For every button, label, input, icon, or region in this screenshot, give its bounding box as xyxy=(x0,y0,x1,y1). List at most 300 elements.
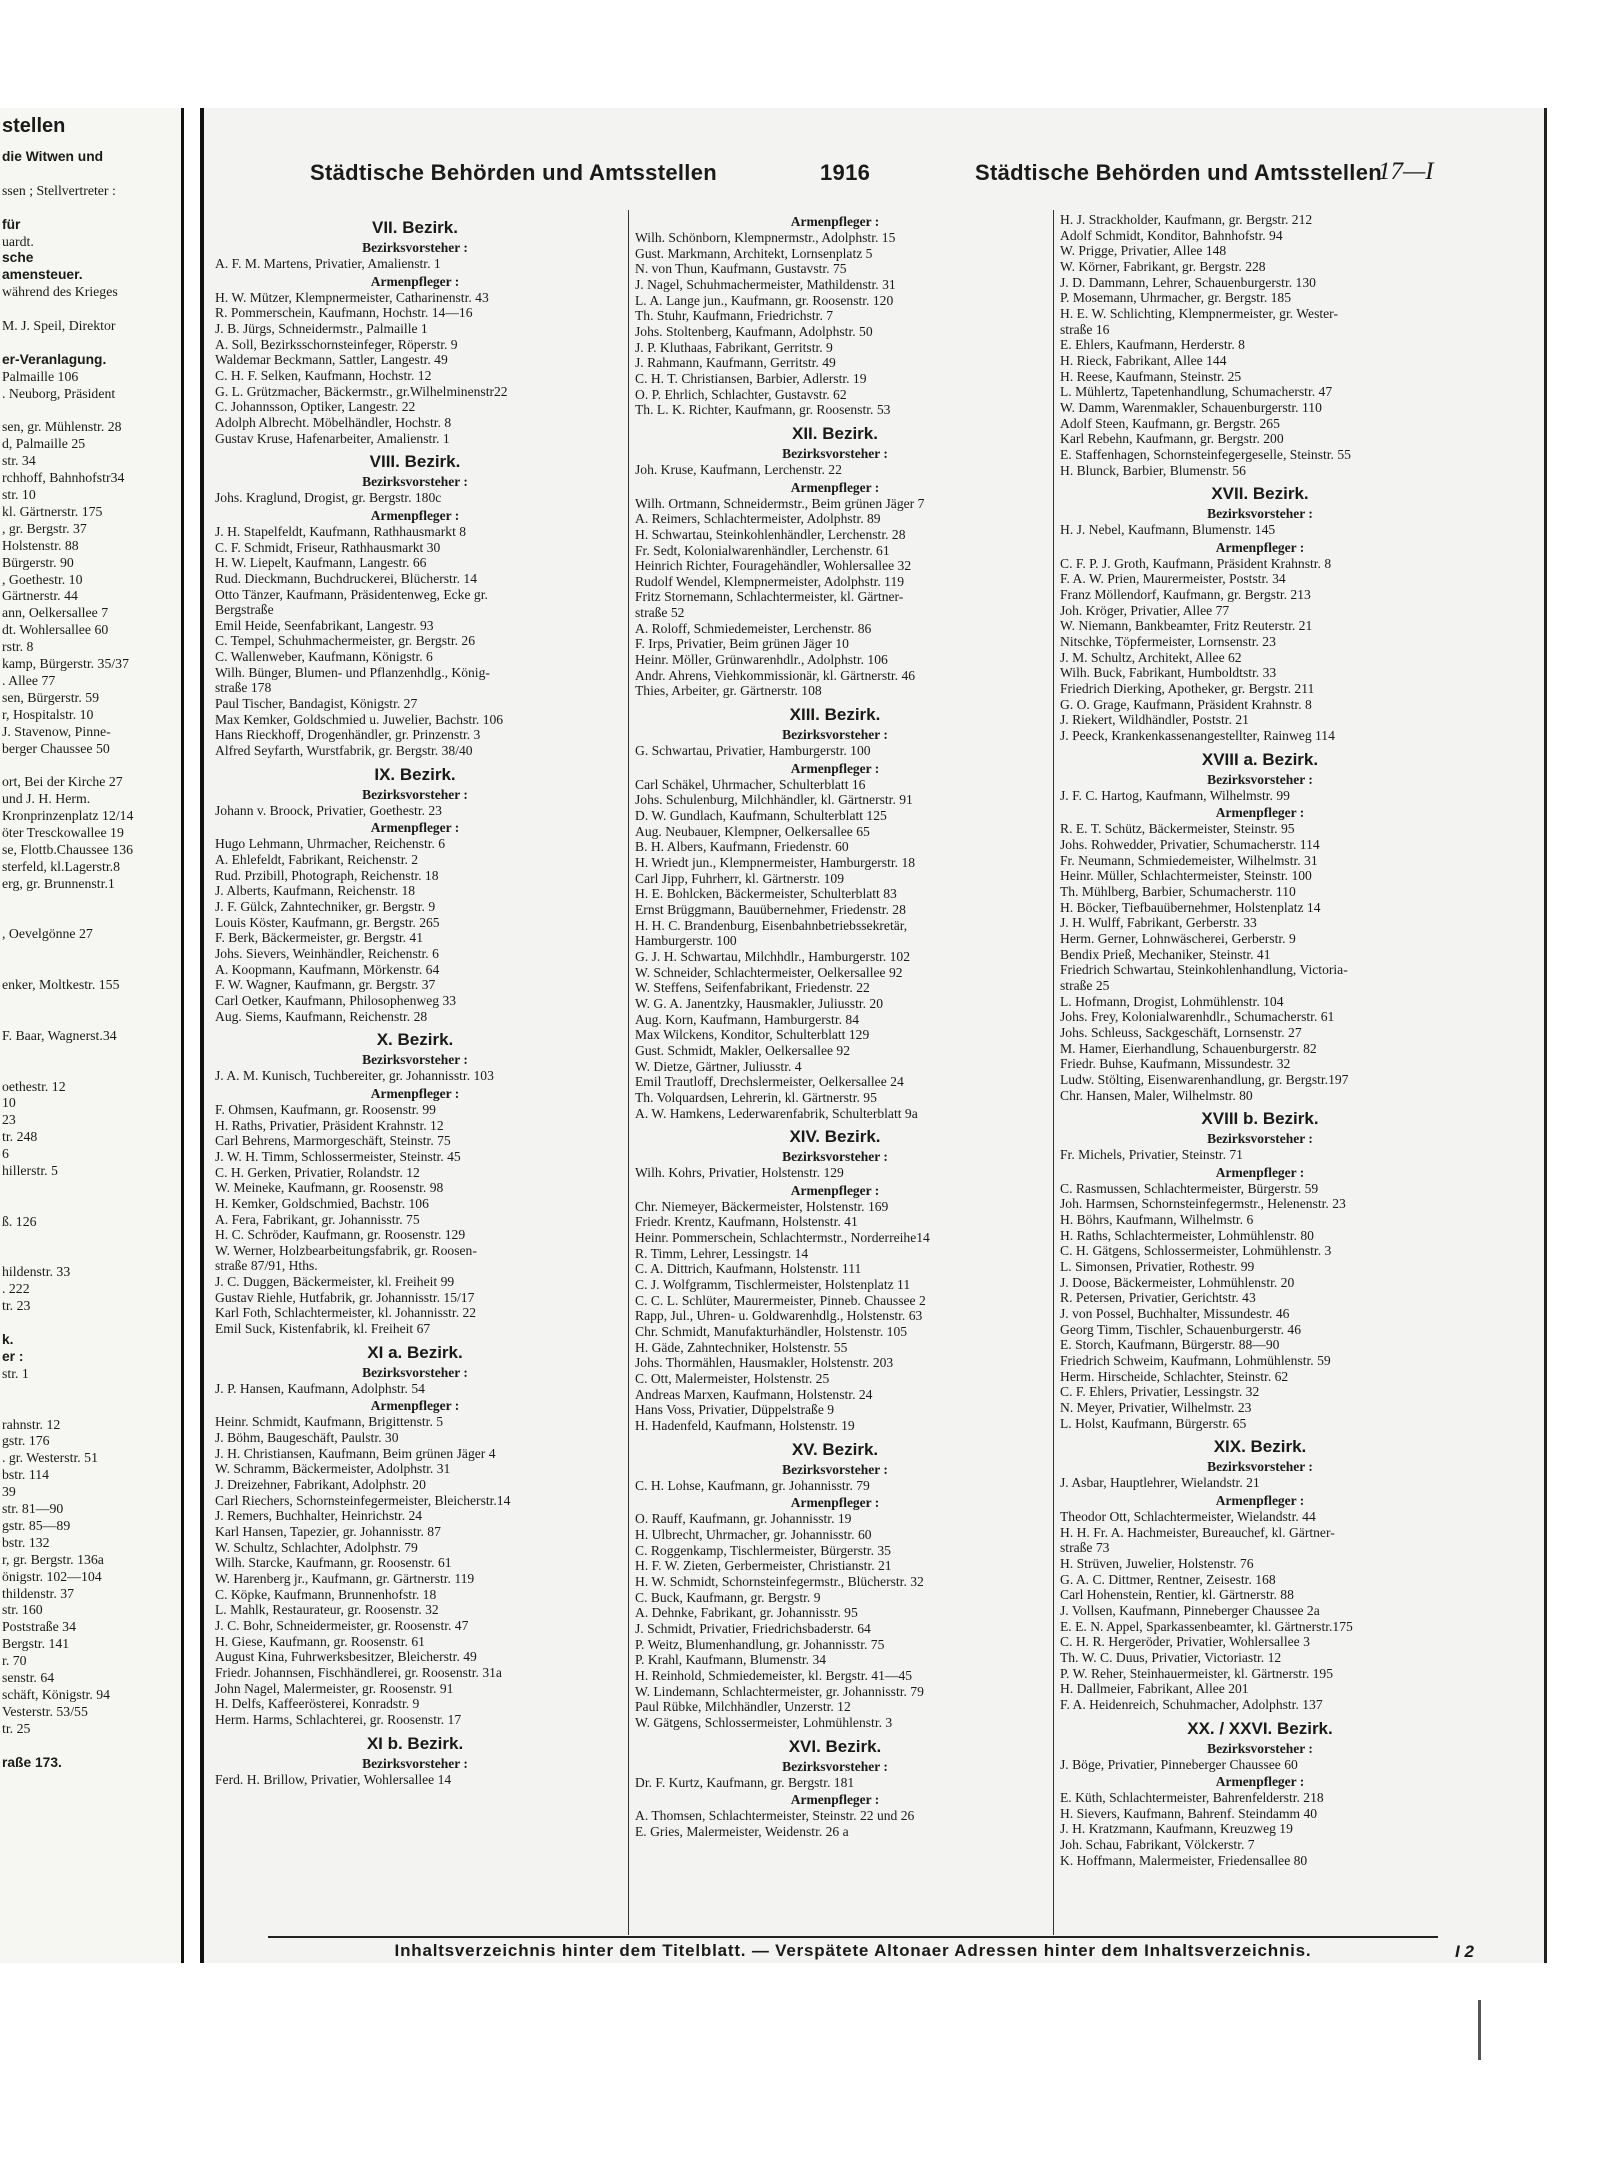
entry-line: G. Schwartau, Privatier, Hamburgerstr. 100 xyxy=(635,743,871,759)
district-heading: XX. / XXVI. Bezirk. xyxy=(1187,1718,1333,1738)
role-heading: Armenpfleger : xyxy=(790,214,880,229)
role-heading: Bezirksvorsteher : xyxy=(782,1149,888,1165)
role-heading: Armenpfleger : xyxy=(1215,805,1305,821)
entry-line: Heinrich Richter, Fouragehändler, Wohlersallee 32 xyxy=(635,558,912,574)
entry-line: straße 52 xyxy=(635,605,685,621)
role-heading: Armenpfleger : xyxy=(370,507,460,523)
entry-line: Hans Voss, Privatier, Düppelstraße 9 xyxy=(635,1402,835,1418)
entry-line: Fr. Sedt, Kolonialwarenhändler, Lerchenstr. 61 xyxy=(635,542,890,558)
entry-line: Theodor Ott, Schlachtermeister, Wielandstr. 44 xyxy=(1060,1508,1316,1524)
left-page-line: str. 81—90 xyxy=(2,1501,64,1516)
entry-line: Rud. Dieckmann, Buchdruckerei, Blücherstr. 14 xyxy=(215,570,477,586)
column-left xyxy=(215,212,615,1787)
left-page-line: hildenstr. 33 xyxy=(2,1264,71,1280)
column-divider xyxy=(1053,210,1054,1935)
entry-line: J. H. Christiansen, Kaufmann, Beim grünen Jäger 4 xyxy=(215,1445,496,1461)
entry-line: H. Kemker, Goldschmied, Bachstr. 106 xyxy=(215,1195,429,1211)
entry-line: Paul Tischer, Bandagist, Königstr. 27 xyxy=(215,696,418,712)
entry-line: Aug. Korn, Kaufmann, Hamburgerstr. 84 xyxy=(635,1011,860,1027)
entry-line: W. Damm, Warenmakler, Schauenburgerstr. 110 xyxy=(1060,399,1322,415)
entry-line: F. A. W. Prien, Maurermeister, Poststr. 34 xyxy=(1060,571,1286,587)
entry-line: L. Hofmann, Drogist, Lohmühlenstr. 104 xyxy=(1060,993,1284,1009)
entry-line: E. Gries, Malermeister, Weidenstr. 26 a xyxy=(635,1823,849,1839)
entry-line: Emil Suck, Kistenfabrik, kl. Freiheit 67 xyxy=(215,1321,431,1337)
entry-line: J. Asbar, Hauptlehrer, Wielandstr. 21 xyxy=(1060,1475,1260,1491)
left-page-line: Kronprinzenplatz 12/14 xyxy=(2,808,134,824)
entry-line: Th. L. K. Richter, Kaufmann, gr. Roosenstr. 53 xyxy=(635,402,891,418)
entry-line: Aug. Neubauer, Klempner, Oelkersallee 65 xyxy=(635,823,870,839)
entry-line: Wilh. Bünger, Blumen- und Pflanzenhdlg., König- xyxy=(215,664,490,680)
entry-line: H. J. Strackholder, Kaufmann, gr. Bergstr. 212 xyxy=(1060,212,1313,227)
entry-line: J. A. M. Kunisch, Tuchbereiter, gr. Johannisstr. 103 xyxy=(215,1068,494,1084)
entry-line: Hans Rieckhoff, Drogenhändler, gr. Prinzenstr. 3 xyxy=(215,727,481,743)
left-page-line: se, Flottb.Chaussee 136 xyxy=(2,841,134,857)
left-page-line: stellen xyxy=(2,115,66,137)
left-page-line: ort, Bei der Kirche 27 xyxy=(2,774,123,790)
column-divider xyxy=(628,210,629,1935)
entry-line: Herm. Harms, Schlachterei, gr. Roosenstr. 17 xyxy=(215,1711,462,1727)
entry-line: Joh. Harmsen, Schornsteinfegermstr., Helenenstr. 23 xyxy=(1060,1196,1346,1212)
header-left-title: Städtische Behörden und Amtsstellen xyxy=(310,160,717,185)
entry-line: H. W. Schmidt, Schornsteinfegermstr., Blücherstr. 32 xyxy=(635,1573,924,1589)
entry-line: Hugo Lehmann, Uhrmacher, Reichenstr. 6 xyxy=(215,836,446,852)
left-page-line: rstr. 8 xyxy=(2,639,34,655)
entry-line: C. F. Ehlers, Privatier, Lessingstr. 32 xyxy=(1060,1384,1260,1400)
entry-line: C. Köpke, Kaufmann, Brunnenhofstr. 18 xyxy=(215,1586,437,1602)
entry-line: Adolf Steen, Kaufmann, gr. Bergstr. 265 xyxy=(1060,415,1280,431)
entry-line: J. Rahmann, Kaufmann, Gerritstr. 49 xyxy=(635,355,836,371)
left-page-line: , Goethestr. 10 xyxy=(2,571,83,587)
header-year: 1916 xyxy=(820,160,871,185)
left-page-line: Bergstr. 141 xyxy=(2,1636,70,1652)
district-heading: XVI. Bezirk. xyxy=(788,1736,882,1756)
entry-line: J. Doose, Bäckermeister, Lohmühlenstr. 20 xyxy=(1060,1274,1295,1290)
entry-line: J. Peeck, Krankenkassenangestellter, Rainweg 114 xyxy=(1060,728,1335,744)
role-heading: Armenpfleger : xyxy=(790,1792,880,1808)
entry-line: G. J. H. Schwartau, Milchhdlr., Hamburgerstr. 102 xyxy=(635,948,910,964)
entry-line: Wilh. Starcke, Kaufmann, gr. Roosenstr. 61 xyxy=(215,1555,452,1571)
left-page-line: 39 xyxy=(2,1484,16,1500)
role-heading: Armenpfleger : xyxy=(1215,1164,1305,1180)
entry-line: Carl Behrens, Marmorgeschäft, Steinstr. 75 xyxy=(215,1133,451,1149)
left-page-line: 23 xyxy=(2,1112,16,1128)
entry-line: W. Steffens, Seifenfabrikant, Friedenstr. 22 xyxy=(635,980,870,996)
entry-line: Friedrich Schweim, Kaufmann, Lohmühlenstr. 59 xyxy=(1060,1353,1331,1369)
entry-line: P. Mosemann, Uhrmacher, gr. Bergstr. 185 xyxy=(1060,290,1292,306)
entry-line: W. Schneider, Schlachtermeister, Oelkersallee 92 xyxy=(635,964,903,980)
entry-line: W. Dietze, Gärtner, Juliusstr. 4 xyxy=(635,1058,802,1074)
entry-line: J. F. Gülck, Zahntechniker, gr. Bergstr. 9 xyxy=(215,899,436,914)
role-heading: Bezirksvorsteher : xyxy=(1207,506,1313,522)
entry-line: H. Sievers, Kaufmann, Bahrenf. Steindamm 40 xyxy=(1060,1805,1318,1821)
role-heading: Bezirksvorsteher : xyxy=(362,786,468,802)
entry-line: Ludw. Stölting, Eisenwarenhandlung, gr. Bergstr.197 xyxy=(1060,1071,1349,1087)
entry-line: Hamburgerstr. 100 xyxy=(635,933,737,949)
entry-line: P. W. Reher, Steinhauermeister, kl. Gärtnerstr. 195 xyxy=(1060,1665,1334,1681)
entry-line: Fritz Stornemann, Schlachtermeister, kl. Gärtner- xyxy=(635,589,904,605)
role-heading: Bezirksvorsteher : xyxy=(782,445,888,461)
entry-line: Fr. Michels, Privatier, Steinstr. 71 xyxy=(1060,1147,1243,1163)
entry-line: Karl Hansen, Tapezier, gr. Johannisstr. 87 xyxy=(215,1524,441,1539)
entry-line: A. Roloff, Schmiedemeister, Lerchenstr. 86 xyxy=(635,620,872,636)
role-heading: Bezirksvorsteher : xyxy=(362,474,468,490)
entry-line: J. Böhm, Baugeschäft, Paulstr. 30 xyxy=(215,1430,399,1446)
left-page-line: oethestr. 12 xyxy=(2,1078,66,1094)
page-header xyxy=(310,160,1460,196)
entry-line: Dr. F. Kurtz, Kaufmann, gr. Bergstr. 181 xyxy=(635,1774,855,1790)
role-heading: Armenpfleger : xyxy=(370,273,460,289)
entry-line: Gust. Markmann, Architekt, Lornsenplatz 5 xyxy=(635,245,873,261)
left-page-line: dt. Wohlersallee 60 xyxy=(2,622,109,638)
left-page-line: uardt. xyxy=(2,233,34,249)
left-page-line: er : xyxy=(2,1348,24,1364)
entry-line: L. Simonsen, Privatier, Rothestr. 99 xyxy=(1060,1259,1255,1275)
signature-mark: I 2 xyxy=(1455,1942,1474,1961)
left-page-line: thildenstr. 37 xyxy=(2,1585,75,1601)
left-page-line: Poststraße 34 xyxy=(2,1619,76,1635)
entry-line: Friedrich Dierking, Apotheker, gr. Bergstr. 211 xyxy=(1060,681,1315,697)
entry-line: E. E. N. Appel, Sparkassenbeamter, kl. Gärtnerstr.175 xyxy=(1060,1618,1353,1634)
role-heading: Armenpfleger : xyxy=(790,479,880,495)
entry-line: C. H. R. Hergeröder, Privatier, Wohlersallee 3 xyxy=(1060,1634,1310,1650)
entry-line: J. M. Schultz, Architekt, Allee 62 xyxy=(1060,649,1242,665)
district-heading: XII. Bezirk. xyxy=(792,423,878,443)
entry-line: Ernst Brüggmann, Bauübernehmer, Friedenstr. 28 xyxy=(635,901,906,917)
left-page-line: ann, Oelkersallee 7 xyxy=(2,605,109,621)
left-page-line: Bürgerstr. 90 xyxy=(2,554,74,570)
role-heading: Armenpfleger : xyxy=(370,1085,460,1101)
role-heading: Bezirksvorsteher : xyxy=(782,1758,888,1774)
entry-line: H. Reinhold, Schmiedemeister, kl. Bergstr. 41—45 xyxy=(635,1667,913,1683)
entry-line: Adolf Schmidt, Konditor, Bahnhofstr. 94 xyxy=(1060,227,1283,243)
entry-line: A. F. M. Martens, Privatier, Amalienstr. 1 xyxy=(215,256,441,271)
entry-line: H. Böcker, Tiefbauübernehmer, Holstenplatz 14 xyxy=(1060,899,1321,915)
entry-line: Chr. Schmidt, Manufakturhändler, Holstenstr. 105 xyxy=(635,1324,908,1340)
entry-line: Fr. Neumann, Schmiedemeister, Wilhelmstr. 31 xyxy=(1060,852,1318,868)
left-page-line: berger Chaussee 50 xyxy=(2,740,110,756)
district-heading: IX. Bezirk. xyxy=(374,764,456,784)
left-page-line: r, Hospitalstr. 10 xyxy=(2,706,94,722)
entry-line: Th. Volquardsen, Lehrerin, kl. Gärtnerstr. 95 xyxy=(635,1089,877,1105)
entry-line: Louis Köster, Kaufmann, gr. Bergstr. 265 xyxy=(215,914,440,930)
left-page-line: F. Baar, Wagnerst.34 xyxy=(2,1027,117,1043)
entry-line: Georg Timm, Tischler, Schauenburgerstr. 46 xyxy=(1060,1321,1302,1337)
entry-line: Gustav Riehle, Hutfabrik, gr. Johannisstr. 15/17 xyxy=(215,1289,475,1305)
district-heading: XVIII a. Bezirk. xyxy=(1201,749,1319,769)
entry-line: Th. Mühlberg, Barbier, Schumacherstr. 110 xyxy=(1060,883,1296,899)
entry-line: W. Niemann, Bankbeamter, Fritz Reuterstr. 21 xyxy=(1060,618,1313,634)
entry-line: W. Schramm, Bäckermeister, Adolphstr. 31 xyxy=(215,1461,451,1477)
entry-line: R. Timm, Lehrer, Lessingstr. 14 xyxy=(635,1245,809,1261)
column-middle xyxy=(635,212,1035,1839)
entry-line: Andreas Marxen, Kaufmann, Holstenstr. 24 xyxy=(635,1386,873,1402)
entry-line: straße 73 xyxy=(1060,1540,1110,1556)
entry-line: Johs. Sievers, Weinhändler, Reichenstr. 6 xyxy=(215,945,439,961)
left-page-strip xyxy=(0,108,184,1963)
footer-note: Inhaltsverzeichnis hinter dem Titelblatt. — Verspätete Altonaer Adressen hinter dem Inhaltsverzeichnis. xyxy=(268,1936,1438,1961)
entry-line: J. C. Bohr, Schneidermeister, gr. Roosenstr. 47 xyxy=(215,1617,469,1633)
entry-line: Thies, Arbeiter, gr. Gärtnerstr. 108 xyxy=(635,683,822,699)
role-heading: Bezirksvorsteher : xyxy=(1207,1459,1313,1475)
left-page-line: 6 xyxy=(2,1146,9,1162)
entry-line: C. J. Wolfgramm, Tischlermeister, Holstenplatz 11 xyxy=(635,1277,911,1293)
entry-line: W. Lindemann, Schlachtermeister, gr. Johannisstr. 79 xyxy=(635,1683,924,1699)
entry-line: W. G. A. Janentzky, Hausmakler, Juliusstr. 20 xyxy=(635,995,884,1011)
left-page-line: . gr. Westerstr. 51 xyxy=(2,1450,98,1466)
entry-line: Heinr. Müller, Schlachtermeister, Steinstr. 100 xyxy=(1060,868,1312,884)
role-heading: Armenpfleger : xyxy=(1215,1774,1305,1790)
entry-line: Wilh. Schönborn, Klempnermstr., Adolphstr. 15 xyxy=(635,230,896,245)
district-heading: XIII. Bezirk. xyxy=(789,705,881,725)
entry-line: N. Meyer, Privatier, Wilhelmstr. 23 xyxy=(1060,1400,1252,1415)
entry-line: Joh. Schau, Fabrikant, Völckerstr. 7 xyxy=(1060,1837,1255,1853)
entry-line: J. B. Jürgs, Schneidermstr., Palmaille 1 xyxy=(215,320,428,336)
entry-line: Herm. Gerner, Lohnwäscherei, Gerberstr. 9 xyxy=(1060,930,1296,946)
left-page-line: , Oevelgönne 27 xyxy=(2,926,93,942)
role-heading: Armenpfleger : xyxy=(1215,1492,1305,1508)
entry-line: J. H. Stapelfeldt, Kaufmann, Rathhausmarkt 8 xyxy=(215,523,467,539)
entry-line: H. E. Bohlcken, Bäckermeister, Schulterblatt 83 xyxy=(635,886,897,902)
left-page-line: r, gr. Bergstr. 136a xyxy=(2,1551,104,1567)
left-page-line: sen, gr. Mühlenstr. 28 xyxy=(2,419,122,435)
entry-line: E. Ehlers, Kaufmann, Herderstr. 8 xyxy=(1060,337,1245,353)
entry-line: A. Ehlefeldt, Fabrikant, Reichenstr. 2 xyxy=(215,852,419,868)
role-heading: Bezirksvorsteher : xyxy=(362,1052,468,1068)
left-page-line: M. J. Speil, Direktor xyxy=(2,318,116,333)
district-heading: XIV. Bezirk. xyxy=(789,1127,881,1147)
entry-line: Johs. Frey, Kolonialwarenhdlr., Schumacherstr. 61 xyxy=(1060,1009,1335,1025)
entry-line: Heinr. Schmidt, Kaufmann, Brigittenstr. 5 xyxy=(215,1414,444,1430)
left-page-line: erg, gr. Brunnenstr.1 xyxy=(2,875,115,891)
left-page-line: str. 1 xyxy=(2,1365,29,1381)
district-heading: XIX. Bezirk. xyxy=(1213,1437,1307,1457)
left-page-line: rchhoff, Bahnhofstr34 xyxy=(2,470,125,486)
entry-line: C. H. F. Selken, Kaufmann, Hochstr. 12 xyxy=(215,367,432,383)
entry-line: Wilh. Ortmann, Schneidermstr., Beim grünen Jäger 7 xyxy=(635,495,925,511)
entry-line: Rud. Przibill, Photograph, Reichenstr. 18 xyxy=(215,867,439,883)
entry-line: C. A. Dittrich, Kaufmann, Holstenstr. 111 xyxy=(635,1261,862,1277)
entry-line: C. H. Gätgens, Schlossermeister, Lohmühlenstr. 3 xyxy=(1060,1243,1332,1259)
entry-line: J. Riekert, Wildhändler, Poststr. 21 xyxy=(1060,712,1249,728)
entry-line: H. Giese, Kaufmann, gr. Roosenstr. 61 xyxy=(215,1633,425,1649)
entry-line: G. O. Grage, Kaufmann, Präsident Krahnstr. 8 xyxy=(1060,696,1312,712)
left-page-line: öter Tresckowallee 19 xyxy=(2,825,124,840)
entry-line: H. Wriedt jun., Klempnermeister, Hamburgerstr. 18 xyxy=(635,855,916,870)
entry-line: W. Meineke, Kaufmann, gr. Roosenstr. 98 xyxy=(215,1180,444,1196)
entry-line: H. Raths, Privatier, Präsident Krahnstr. 12 xyxy=(215,1117,444,1133)
entry-line: Waldemar Beckmann, Sattler, Langestr. 49 xyxy=(215,352,448,368)
entry-line: F. W. Wagner, Kaufmann, gr. Bergstr. 37 xyxy=(215,977,436,993)
entry-line: August Kina, Fuhrwerksbesitzer, Bleicherstr. 49 xyxy=(215,1649,477,1665)
entry-line: L. Mühlertz, Tapetenhandlung, Schumacherstr. 47 xyxy=(1060,384,1333,400)
entry-line: J. Dreizehner, Fabrikant, Adolphstr. 20 xyxy=(215,1477,426,1493)
entry-line: H. W. Liepelt, Kaufmann, Langestr. 66 xyxy=(215,555,427,571)
entry-line: H. E. W. Schlichting, Klempnermeister, gr. Wester- xyxy=(1060,305,1338,321)
entry-line: Joh. Kröger, Privatier, Allee 77 xyxy=(1060,602,1230,618)
entry-line: B. H. Albers, Kaufmann, Friedenstr. 60 xyxy=(635,839,849,855)
district-heading: VIII. Bezirk. xyxy=(369,452,461,472)
role-heading: Armenpfleger : xyxy=(1215,539,1305,555)
entry-line: Carl Jipp, Fuhrherr, kl. Gärtnerstr. 109 xyxy=(635,870,844,886)
entry-line: Emil Trautloff, Drechslermeister, Oelkersallee 24 xyxy=(635,1074,904,1090)
entry-line: A. Soll, Bezirksschornsteinfeger, Röperstr. 9 xyxy=(215,336,458,352)
entry-line: Wilh. Kohrs, Privatier, Holstenstr. 129 xyxy=(635,1165,844,1181)
left-page-line: für xyxy=(2,216,21,232)
entry-line: W. Gätgens, Schlossermeister, Lohmühlenstr. 3 xyxy=(635,1714,893,1730)
entry-line: H. Ulbrecht, Uhrmacher, gr. Johannisstr. 60 xyxy=(635,1526,872,1542)
entry-line: C. Rasmussen, Schlachtermeister, Bürgerstr. 59 xyxy=(1060,1180,1319,1196)
page-number: 17—I xyxy=(1378,158,1434,185)
district-heading: X. Bezirk. xyxy=(376,1030,454,1050)
entry-line: P. Krahl, Kaufmann, Blumenstr. 34 xyxy=(635,1652,827,1668)
entry-line: Bendix Prieß, Mechaniker, Steinstr. 41 xyxy=(1060,946,1271,962)
entry-line: K. Hoffmann, Malermeister, Friedensallee 80 xyxy=(1060,1852,1308,1868)
entry-line: straße 87/91, Hths. xyxy=(215,1258,318,1274)
entry-line: O. Rauff, Kaufmann, gr. Johannisstr. 19 xyxy=(635,1511,852,1527)
entry-line: N. von Thun, Kaufmann, Gustavstr. 75 xyxy=(635,261,847,277)
entry-line: Max Kemker, Goldschmied u. Juwelier, Bachstr. 106 xyxy=(215,711,504,727)
left-page-line: senstr. 64 xyxy=(2,1670,55,1685)
entry-line: Johann v. Broock, Privatier, Goethestr. 23 xyxy=(215,802,442,818)
district-heading: XV. Bezirk. xyxy=(791,1439,879,1459)
entry-line: A. Reimers, Schlachtermeister, Adolphstr. 89 xyxy=(635,511,881,527)
left-page-line: enker, Moltkestr. 155 xyxy=(2,977,120,993)
entry-line: J. H. Kratzmann, Kaufmann, Kreuzweg 19 xyxy=(1060,1821,1293,1837)
role-heading: Armenpfleger : xyxy=(790,1182,880,1198)
entry-line: Heinr. Pommerschein, Schlachtermstr., Norderreihe14 xyxy=(635,1230,930,1246)
entry-line: D. W. Gundlach, Kaufmann, Schulterblatt 125 xyxy=(635,808,887,824)
entry-line: straße 16 xyxy=(1060,321,1110,337)
scan-mark xyxy=(1478,2000,1481,2060)
left-page-line: die Witwen und xyxy=(2,149,104,164)
entry-line: John Nagel, Malermeister, gr. Roosenstr. 91 xyxy=(215,1680,454,1696)
header-right-title: Städtische Behörden und Amtsstellen xyxy=(975,160,1382,185)
entry-line: W. Prigge, Privatier, Allee 148 xyxy=(1060,243,1227,259)
left-page-line: bstr. 132 xyxy=(2,1534,50,1550)
entry-line: C. F. P. J. Groth, Kaufmann, Präsident Krahnstr. 8 xyxy=(1060,555,1332,571)
left-page-line: J. Stavenow, Pinne- xyxy=(2,723,111,739)
entry-line: Johs. Schulenburg, Milchhändler, kl. Gärtnerstr. 91 xyxy=(635,792,913,808)
entry-line: Johs. Thormählen, Hausmakler, Holstenstr. 203 xyxy=(635,1355,894,1371)
entry-line: H. Raths, Schlachtermeister, Lohmühlenstr. 80 xyxy=(1060,1227,1314,1243)
left-page-line: sen, Bürgerstr. 59 xyxy=(2,689,100,705)
entry-line: J. Alberts, Kaufmann, Reichenstr. 18 xyxy=(215,883,416,899)
entry-line: J. D. Dammann, Lehrer, Schauenburgerstr. 130 xyxy=(1060,274,1316,290)
entry-line: Rudolf Wendel, Klempnermeister, Adolphstr. 119 xyxy=(635,573,905,589)
entry-line: Carl Schäkel, Uhrmacher, Schulterblatt 16 xyxy=(635,776,866,792)
entry-line: Th. Stuhr, Kaufmann, Friedrichstr. 7 xyxy=(635,308,834,324)
entry-line: H. Reese, Kaufmann, Steinstr. 25 xyxy=(1060,368,1242,384)
entry-line: G. L. Grützmacher, Bäckermstr., gr.Wilhelminenstr22 xyxy=(215,383,508,399)
entry-line: straße 25 xyxy=(1060,977,1110,993)
left-page-line: , gr. Bergstr. 37 xyxy=(2,520,87,536)
district-heading: XVII. Bezirk. xyxy=(1211,484,1309,504)
entry-line: H. W. Mützer, Klempnermeister, Catharinenstr. 43 xyxy=(215,289,489,305)
entry-line: C. Johannsson, Optiker, Langestr. 22 xyxy=(215,399,416,415)
left-page-line: Palmaille 106 xyxy=(2,368,79,384)
entry-line: F. A. Heidenreich, Schuhmacher, Adolphstr. 137 xyxy=(1060,1696,1323,1712)
entry-line: straße 178 xyxy=(215,680,272,696)
entry-line: H. H. C. Brandenburg, Eisenbahnbetriebssekretär, xyxy=(635,917,908,933)
entry-line: Rapp, Jul., Uhren- u. Goldwarenhdlg., Holstenstr. 63 xyxy=(635,1308,923,1324)
entry-line: Max Wilckens, Konditor, Schulterblatt 129 xyxy=(635,1027,870,1043)
entry-line: Friedrich Schwartau, Steinkohlenhandlung, Victoria- xyxy=(1060,962,1348,978)
entry-line: Adolph Albrecht. Möbelhändler, Hochstr. 8 xyxy=(215,414,452,430)
entry-line: W. Harenberg jr., Kaufmann, gr. Gärtnerstr. 119 xyxy=(215,1570,475,1586)
entry-line: C. H. T. Christiansen, Barbier, Adlerstr. 19 xyxy=(635,370,867,386)
entry-line: R. Petersen, Privatier, Gerichtstr. 43 xyxy=(1060,1290,1256,1306)
role-heading: Armenpfleger : xyxy=(790,1495,880,1511)
left-page-line: Gärtnerstr. 44 xyxy=(2,588,78,604)
entry-line: C. H. Lohse, Kaufmann, gr. Johannisstr. 79 xyxy=(635,1477,870,1493)
role-heading: Bezirksvorsteher : xyxy=(782,727,888,743)
entry-line: Joh. Kruse, Kaufmann, Lerchenstr. 22 xyxy=(635,461,842,477)
entry-line: M. Hamer, Eierhandlung, Schauenburgerstr. 82 xyxy=(1060,1040,1317,1056)
entry-line: Carl Hohenstein, Rentier, kl. Gärtnerstr. 88 xyxy=(1060,1587,1294,1603)
entry-line: Johs. Kraglund, Drogist, gr. Bergstr. 180c xyxy=(215,490,442,506)
entry-line: H. Gäde, Zahntechniker, Holstenstr. 55 xyxy=(635,1339,848,1355)
entry-line: Friedr. Johannsen, Fischhändlerei, gr. Roosenstr. 31a xyxy=(215,1664,502,1680)
role-heading: Bezirksvorsteher : xyxy=(1207,1740,1313,1756)
entry-line: Nitschke, Töpfermeister, Lornsenstr. 23 xyxy=(1060,634,1276,650)
left-page-line: str. 160 xyxy=(2,1602,43,1618)
left-page-line: bstr. 114 xyxy=(2,1467,50,1483)
entry-line: Carl Riechers, Schornsteinfegermeister, Bleicherstr.14 xyxy=(215,1492,511,1508)
entry-line: Andr. Ahrens, Viehkommissionär, kl. Gärtnerstr. 46 xyxy=(635,667,916,683)
entry-line: Otto Tänzer, Kaufmann, Präsidentenweg, Ecke gr. xyxy=(215,586,488,602)
entry-line: H. Strüven, Juwelier, Holstenstr. 76 xyxy=(1060,1555,1254,1571)
left-page-line: r. 70 xyxy=(2,1653,27,1669)
entry-line: J. P. Hansen, Kaufmann, Adolphstr. 54 xyxy=(215,1380,425,1396)
entry-line: E. Staffenhagen, Schornsteinfegergeselle, Steinstr. 55 xyxy=(1060,446,1351,462)
entry-line: F. Irps, Privatier, Beim grünen Jäger 10 xyxy=(635,636,849,652)
entry-line: H. F. W. Zieten, Gerbermeister, Christianstr. 21 xyxy=(635,1558,892,1574)
entry-line: Friedr. Buhse, Kaufmann, Missundestr. 32 xyxy=(1060,1056,1291,1072)
entry-line: H. Blunck, Barbier, Blumenstr. 56 xyxy=(1060,462,1246,478)
entry-line: C. Ott, Malermeister, Holstenstr. 25 xyxy=(635,1371,830,1387)
entry-line: Chr. Niemeyer, Bäckermeister, Holstenstr. 169 xyxy=(635,1198,889,1214)
role-heading: Armenpfleger : xyxy=(370,1398,460,1414)
entry-line: Carl Oetker, Kaufmann, Philosophenweg 33 xyxy=(215,992,457,1008)
entry-line: Johs. Stoltenberg, Kaufmann, Adolphstr. 50 xyxy=(635,323,873,339)
left-page-line: ssen ; Stellvertreter : xyxy=(2,182,116,198)
entry-line: Bergstraße xyxy=(215,602,274,618)
entry-line: Johs. Schleuss, Sackgeschäft, Lornsenstr. 27 xyxy=(1060,1024,1302,1040)
entry-line: A. W. Hamkens, Lederwarenfabrik, Schulterblatt 9a xyxy=(635,1105,918,1121)
entry-line: A. Koopmann, Kaufmann, Mörkenstr. 64 xyxy=(215,961,440,977)
entry-line: Franz Möllendorf, Kaufmann, gr. Bergstr. 213 xyxy=(1060,587,1311,603)
entry-line: P. Weitz, Blumenhandlung, gr. Johannisstr. 75 xyxy=(635,1636,885,1652)
entry-line: G. A. C. Dittmer, Rentner, Zeisestr. 168 xyxy=(1060,1571,1276,1587)
entry-line: Herm. Hirscheide, Schlachter, Steinstr. 62 xyxy=(1060,1368,1289,1384)
left-page-line: kamp, Bürgerstr. 35/37 xyxy=(2,656,129,671)
entry-line: Ferd. H. Brillow, Privatier, Wohlersallee 14 xyxy=(215,1771,452,1787)
entry-line: C. H. Gerken, Privatier, Rolandstr. 12 xyxy=(215,1164,420,1180)
district-heading: XVIII b. Bezirk. xyxy=(1201,1109,1319,1129)
entry-line: R. E. T. Schütz, Bäckermeister, Steinstr. 95 xyxy=(1060,821,1295,837)
entry-line: H. Dallmeier, Fabrikant, Allee 201 xyxy=(1060,1681,1249,1697)
left-page-line: . Allee 77 xyxy=(2,672,56,688)
entry-line: H. C. Schröder, Kaufmann, gr. Roosenstr. 129 xyxy=(215,1227,466,1243)
entry-line: L. Mahlk, Restaurateur, gr. Roosenstr. 32 xyxy=(215,1602,439,1618)
entry-line: C. Buck, Kaufmann, gr. Bergstr. 9 xyxy=(635,1589,821,1605)
left-page-line: . Neuborg, Präsident xyxy=(2,385,116,401)
entry-line: Karl Foth, Schlachtermeister, kl. Johannisstr. 22 xyxy=(215,1305,477,1321)
entry-line: H. Schwartau, Steinkohlenhändler, Lerchenstr. 28 xyxy=(635,526,906,542)
entry-line: Chr. Hansen, Maler, Wilhelmstr. 80 xyxy=(1060,1087,1253,1103)
left-page-line: Vesterstr. 53/55 xyxy=(2,1703,88,1719)
role-heading: Bezirksvorsteher : xyxy=(1207,771,1313,787)
